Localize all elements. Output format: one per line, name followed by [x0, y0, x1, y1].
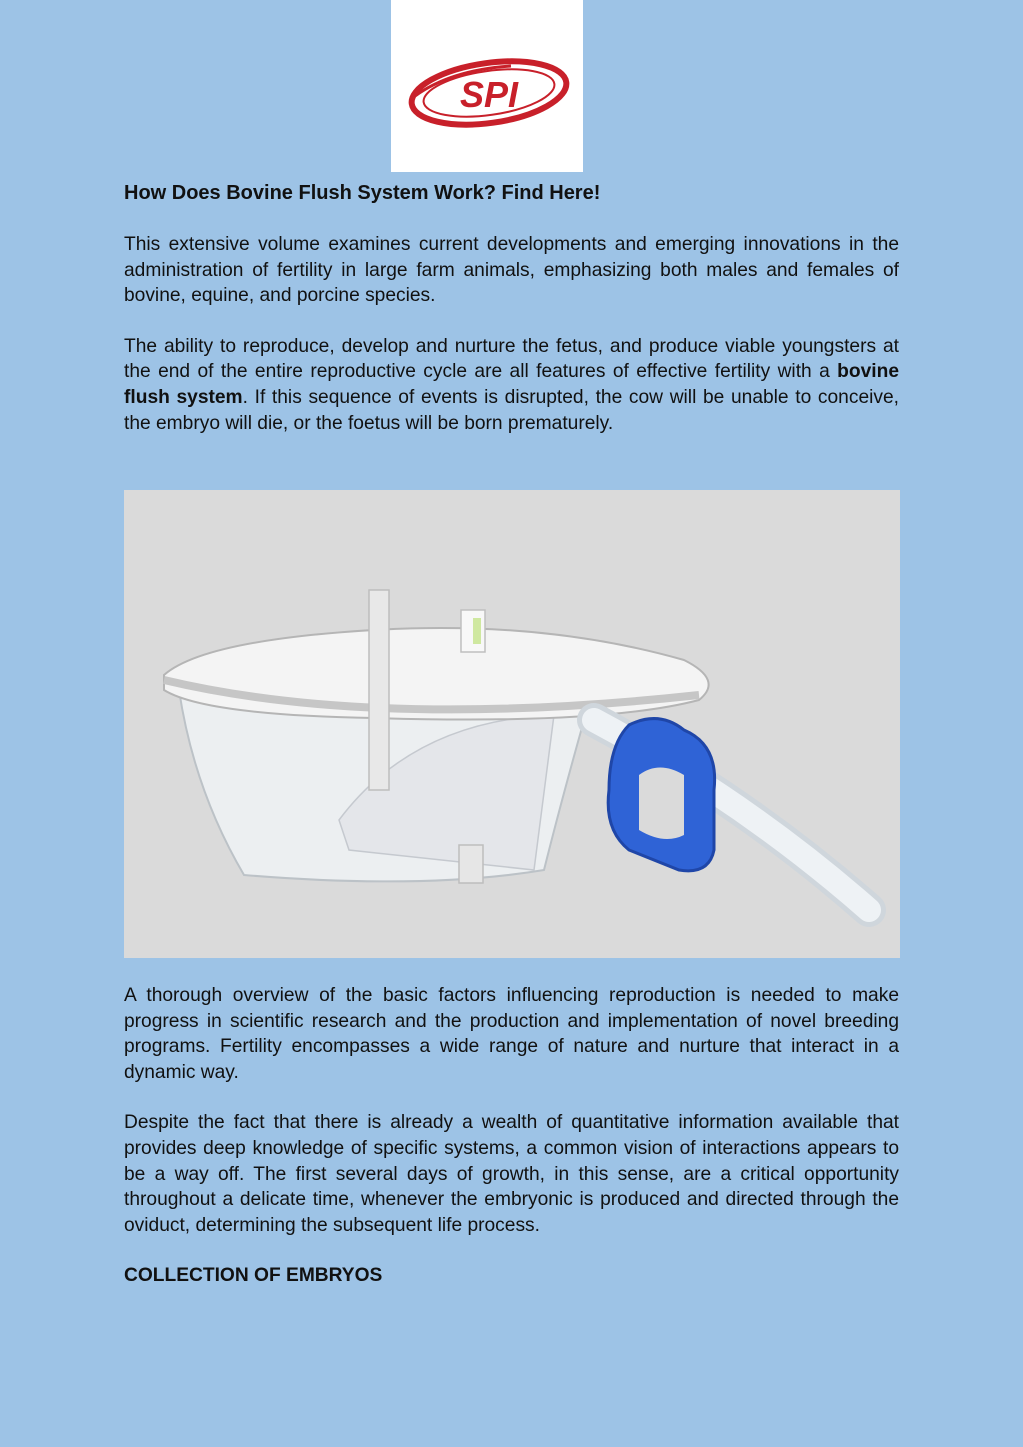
article-title: How Does Bovine Flush System Work? Find Here! — [124, 182, 601, 204]
flush-filter-image — [124, 490, 900, 958]
paragraph-1: This extensive volume examines current developments and emerging innovations in the administration of fertility in large farm animals, emphasizing both males and females of bovine, equine, and porcine species. — [124, 234, 899, 307]
spi-logo — [391, 0, 583, 172]
article-top — [124, 180, 899, 461]
paragraph-2-start: The ability to reproduce, develop and nurture the fetus, and produce viable youngsters at the end of the entire reproductive cycle are all features of effective fertility with a — [124, 335, 899, 383]
product-photo — [124, 490, 900, 958]
logo-text: SPI — [459, 74, 519, 115]
bovine-flush-system-bold: bovine flush system — [124, 361, 899, 408]
paragraph-2-end: . If this sequence of events is disrupted, the cow will be unable to conceive, the embryo will die, or the foetus will be born prematurely. — [124, 386, 899, 434]
paragraph-2 — [124, 334, 899, 436]
section-heading: COLLECTION OF EMBRYOS — [124, 1265, 383, 1287]
logo-box — [391, 0, 583, 172]
article-bottom — [124, 983, 899, 1289]
paragraph-4: Despite the fact that there is already a wealth of quantitative information available that provides deep knowledge of specific systems, a common vision of interactions appears to be a way off. The first several days of growth, in this sense, are a critical opportunity throughout a delicate time, whenever the embryonic is produced and directed through the oviduct, determining the subsequent life process. — [124, 1112, 899, 1236]
paragraph-3: A thorough overview of the basic factors influencing reproduction is needed to make progress in scientific research and the production and implementation of novel breeding programs. Fertility encompasses a wide range of nature and nurture that interact in a dynamic way. — [124, 985, 899, 1083]
